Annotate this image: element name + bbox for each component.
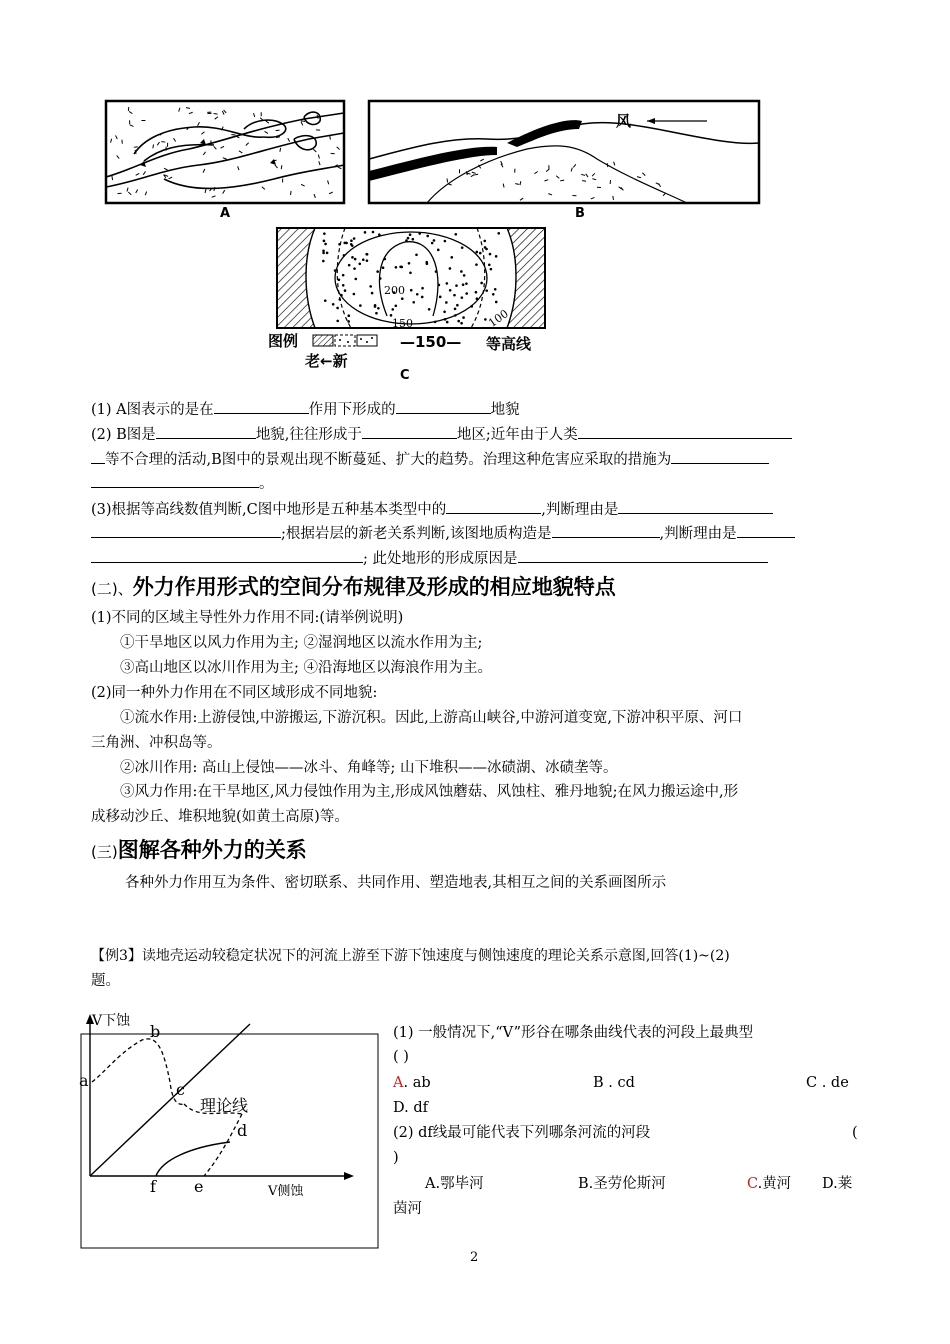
texture-dash	[480, 159, 484, 161]
texture-dash	[607, 163, 608, 167]
texture-dot	[437, 249, 440, 252]
texture-dash	[112, 176, 113, 180]
texture-dot	[338, 279, 341, 282]
texture-dot	[457, 320, 460, 323]
option-1d[interactable]: D. df	[393, 1100, 428, 1116]
texture-dash	[319, 161, 320, 165]
texture-dash	[520, 198, 523, 200]
texture-dot	[475, 263, 478, 266]
texture-dot	[391, 308, 394, 311]
chart-y-label: V下蚀	[92, 1013, 131, 1029]
texture-dot	[494, 288, 497, 291]
texture-dash	[544, 180, 548, 181]
texture-dash	[314, 194, 315, 198]
texture-dash	[548, 194, 552, 195]
texture-dot	[395, 266, 398, 269]
figure-b-dune-profile	[367, 99, 762, 209]
texture-dot	[462, 316, 465, 319]
texture-dot	[371, 292, 374, 295]
answer-blank[interactable]	[671, 449, 769, 464]
option-2c[interactable]: C.黄河	[747, 1176, 792, 1192]
texture-dash	[189, 112, 193, 113]
texture-dot	[454, 308, 457, 311]
texture-dash	[130, 125, 134, 127]
question-1: (1) A图表示的是在 作用下形成的 地貌	[91, 399, 520, 421]
texture-dash	[317, 115, 318, 119]
texture-dash	[560, 180, 564, 181]
texture-dot	[421, 287, 424, 290]
texture-dash	[128, 192, 131, 195]
answer-blank[interactable]	[578, 424, 792, 439]
section-2-p5a: ①流水作用:上游侵蚀,中游搬运,下游沉积。因此,上游高山峡谷,中游河道变宽,下游冲积平原、河口	[120, 710, 743, 726]
texture-dot	[444, 240, 447, 243]
texture-dash	[169, 177, 173, 179]
option-2d-cont: 茵河	[393, 1201, 422, 1217]
texture-dot	[416, 293, 419, 296]
page-number: 2	[470, 1250, 479, 1265]
texture-dot	[372, 231, 375, 234]
texture-dash	[201, 132, 204, 135]
texture-dot	[343, 254, 346, 257]
texture-dot	[342, 274, 345, 277]
texture-dash	[186, 108, 190, 109]
texture-dot	[461, 246, 464, 249]
texture-dot	[350, 243, 353, 246]
texture-dash	[203, 169, 205, 173]
texture-dash	[329, 192, 333, 194]
texture-dash	[134, 147, 138, 148]
texture-dot	[485, 248, 488, 251]
texture-dash	[338, 167, 342, 169]
texture-dot	[323, 232, 326, 235]
texture-dash	[471, 175, 474, 177]
texture-dot	[338, 243, 341, 246]
texture-dash	[136, 190, 138, 193]
texture-dot	[347, 320, 350, 323]
texture-dot	[405, 239, 408, 242]
option-1b[interactable]: B . cd	[593, 1075, 635, 1091]
answer-blank[interactable]	[446, 499, 541, 514]
texture-dot	[480, 282, 483, 285]
texture-dash	[179, 108, 180, 112]
answer-blank[interactable]	[396, 399, 491, 414]
texture-dot	[460, 322, 463, 325]
texture-dash	[222, 111, 224, 115]
section-2-p6: ②冰川作用: 高山上侵蚀——冰斗、角峰等; 山下堆积——冰碛湖、冰碛垄等。	[120, 760, 618, 776]
texture-dash	[328, 180, 329, 184]
texture-dot	[323, 240, 326, 243]
texture-dash	[116, 135, 118, 139]
texture-dot	[488, 264, 491, 267]
texture-dot	[343, 242, 346, 245]
texture-dash	[613, 196, 614, 200]
texture-dot	[407, 237, 410, 240]
texture-dot	[351, 256, 354, 259]
legend-swatch-mid	[334, 334, 356, 347]
texture-dash	[591, 197, 595, 199]
point-e-label: e	[194, 1177, 204, 1196]
texture-dash	[586, 174, 588, 177]
texture-dash	[254, 113, 255, 117]
texture-dot	[438, 284, 441, 287]
texture-dot	[383, 258, 386, 261]
texture-dash	[246, 143, 249, 146]
texture-dash	[592, 179, 596, 180]
answer-blank[interactable]	[737, 523, 795, 538]
point-b-label: b	[150, 1022, 161, 1041]
texture-dot	[476, 297, 479, 300]
texture-dot	[497, 232, 500, 235]
texture-dot	[445, 301, 448, 304]
texture-dash	[221, 146, 224, 148]
texture-dot	[435, 270, 438, 273]
answer-blank[interactable]	[552, 523, 660, 538]
texture-dash	[145, 192, 146, 196]
texture-dash	[503, 184, 504, 188]
example-3-q1: (1) 一般情况下,“V”形谷在哪条曲线代表的河段上最典型	[393, 1025, 754, 1041]
texture-dot	[425, 261, 428, 264]
contour-label-200: 200	[384, 284, 405, 297]
figure-b-caption: B	[575, 206, 585, 221]
texture-dash	[129, 111, 132, 113]
texture-dash	[143, 171, 145, 174]
texture-dash	[265, 131, 268, 133]
texture-dash	[153, 144, 154, 148]
texture-dot	[461, 296, 464, 299]
section-3-p1: 各种外力作用互为条件、密切联系、共同作用、塑造地表,其相互之间的关系画图所示	[125, 875, 667, 891]
texture-dot	[336, 307, 339, 310]
texture-dot	[446, 282, 449, 285]
point-c-label: c	[176, 1080, 185, 1099]
example-3-q2-paren-close: )	[393, 1150, 399, 1166]
texture-dash	[224, 110, 227, 113]
texture-dot	[479, 252, 482, 255]
texture-dash	[111, 139, 112, 143]
option-2b[interactable]: B.圣劳伦斯河	[578, 1176, 666, 1192]
texture-dot	[358, 262, 361, 265]
texture-dot	[415, 254, 418, 257]
texture-dot	[455, 284, 458, 287]
point-f-label: f	[150, 1177, 156, 1196]
point-d-label: d	[237, 1121, 248, 1140]
texture-dot	[412, 238, 415, 241]
texture-dot	[375, 312, 378, 315]
answer-blank[interactable]	[214, 399, 309, 414]
question-3-line3: ; 此处地形的形成原因是	[91, 548, 768, 570]
example-3-q2: (2) df线最可能代表下列哪条河流的河段	[393, 1125, 651, 1141]
texture-dash	[215, 117, 218, 119]
texture-dot	[490, 268, 493, 271]
texture-dot	[421, 296, 424, 299]
texture-dash	[534, 171, 537, 173]
texture-dot	[453, 294, 456, 297]
texture-dash	[157, 142, 159, 145]
texture-dot	[408, 262, 411, 265]
answer-blank[interactable]	[156, 424, 256, 439]
texture-dash	[301, 184, 305, 186]
texture-dot	[324, 243, 327, 246]
texture-dot	[492, 293, 495, 296]
texture-dash	[571, 168, 572, 172]
texture-dot	[418, 232, 421, 235]
answer-blank[interactable]	[91, 548, 363, 563]
example-3-q1-paren: ( )	[393, 1049, 409, 1065]
texture-dot	[463, 274, 466, 277]
x-axis-arrow	[344, 1172, 354, 1180]
texture-dot	[495, 255, 498, 258]
texture-dot	[433, 239, 436, 242]
texture-dot	[338, 298, 341, 301]
texture-dot	[332, 303, 335, 306]
legend-swatch-new	[356, 334, 378, 347]
texture-dash	[581, 174, 585, 175]
texture-dash	[275, 165, 278, 168]
figure-c-caption: C	[400, 368, 410, 383]
texture-dash	[223, 158, 227, 159]
texture-dot	[366, 253, 369, 256]
texture-dash	[239, 151, 242, 153]
texture-dot	[439, 296, 442, 299]
section-2-p3: ③高山地区以冰川作用为主; ④沿海地区以海浪作用为主。	[120, 660, 492, 676]
figure-b-wind-label: 风	[616, 112, 632, 130]
example-3-intro-b: 题。	[91, 973, 120, 989]
texture-dash	[266, 121, 269, 123]
texture-dash	[280, 148, 281, 152]
texture-dash	[556, 176, 559, 179]
texture-dot	[348, 264, 351, 267]
question-3-line1: (3)根据等高线数值判断,C图中地形是五种基本类型中的 ,判断理由是	[91, 499, 773, 521]
texture-dot	[362, 258, 365, 261]
texture-dot	[382, 266, 385, 269]
texture-dot	[410, 289, 413, 292]
section-2-p7a: ③风力作用:在干旱地区,风力侵蚀作用为主,形成风蚀蘑菇、风蚀柱、雅丹地貌;在风力搬运途中,形	[120, 784, 739, 800]
contour-label-150: 150	[392, 317, 413, 330]
figure-a-river-map	[104, 99, 348, 209]
texture-dash	[203, 152, 205, 155]
texture-dot	[426, 235, 429, 238]
texture-dash	[515, 184, 519, 185]
point-a-label: a	[79, 1071, 89, 1090]
curve-d-f	[156, 1142, 230, 1176]
texture-dot	[353, 267, 356, 270]
answer-blank[interactable]	[518, 548, 768, 563]
texture-dash	[205, 189, 206, 193]
texture-dot	[399, 265, 402, 268]
option-2d[interactable]: D.莱	[822, 1176, 853, 1192]
texture-dash	[174, 138, 176, 141]
texture-dash	[291, 191, 292, 195]
texture-dot	[366, 259, 369, 262]
texture-dot	[485, 289, 488, 292]
texture-dash	[127, 188, 128, 192]
texture-dot	[449, 289, 452, 292]
section-2-p5b: 三角洲、冲积岛等。	[91, 735, 222, 751]
texture-dash	[117, 155, 120, 158]
example-3-intro-a: 【例3】读地壳运动较稳定状况下的河流上游至下游下蚀速度与侧蚀速度的理论关系示意图,回答(1)~(2)	[91, 948, 730, 964]
texture-dot	[374, 305, 377, 308]
texture-dash	[447, 178, 448, 182]
texture-dot	[347, 314, 350, 317]
legend-label: 图例	[268, 332, 299, 350]
legend-contour-sample: —150—	[400, 333, 462, 351]
texture-dash	[448, 184, 452, 185]
texture-dot	[369, 285, 372, 288]
texture-dash	[238, 166, 239, 170]
curve-a-b-c	[92, 1039, 184, 1104]
texture-dash	[313, 149, 316, 152]
legend-order: 老←新	[305, 352, 348, 370]
texture-dash	[337, 147, 340, 150]
section-2-p1: (1)不同的区域主导性外力作用不同:(请举例说明)	[91, 610, 404, 626]
texture-dash	[614, 162, 615, 166]
texture-dot	[483, 240, 486, 243]
texture-dot	[443, 311, 446, 314]
option-2a[interactable]: A.鄂毕河	[425, 1176, 484, 1192]
texture-dash	[474, 174, 478, 175]
texture-dot	[364, 231, 367, 234]
answer-blank[interactable]	[91, 473, 259, 488]
texture-dot	[446, 321, 449, 324]
texture-dot	[354, 258, 357, 261]
texture-dot	[350, 239, 353, 242]
texture-dash	[276, 130, 280, 131]
texture-dash	[198, 122, 200, 126]
texture-dash	[301, 122, 303, 126]
texture-dot	[428, 308, 431, 311]
example-3-q2-paren-open: (	[852, 1125, 858, 1141]
texture-dash	[281, 165, 282, 169]
texture-dot	[476, 251, 479, 254]
texture-dot	[431, 242, 434, 245]
texture-dash	[318, 155, 319, 159]
texture-dash	[472, 172, 476, 173]
texture-dot	[475, 291, 478, 294]
section-3-heading: (三)图解各种外力的关系	[91, 838, 307, 862]
texture-dot	[462, 283, 465, 286]
texture-dash	[214, 113, 218, 114]
texture-dot	[334, 269, 337, 272]
texture-dot	[470, 305, 473, 308]
texture-dot	[444, 318, 447, 321]
erosion-chart	[80, 1012, 380, 1250]
texture-dash	[262, 187, 265, 190]
texture-dot	[353, 293, 356, 296]
texture-dot	[454, 314, 457, 317]
texture-dot	[359, 304, 362, 307]
legend-swatch-old	[312, 334, 334, 347]
texture-dot	[354, 278, 357, 281]
answer-blank[interactable]	[91, 449, 105, 464]
chart-x-label: V侧蚀	[268, 1184, 304, 1199]
texture-dash	[592, 173, 595, 176]
texture-dash	[212, 196, 216, 197]
answer-blank[interactable]	[91, 523, 281, 538]
texture-dot	[434, 321, 437, 324]
option-1a[interactable]: A. ab	[393, 1075, 431, 1091]
figure-a-caption: A	[220, 206, 231, 221]
texture-dash	[573, 164, 575, 167]
texture-dot	[379, 277, 382, 280]
texture-dot	[340, 294, 343, 297]
texture-dot	[456, 304, 459, 307]
texture-dot	[377, 307, 380, 310]
texture-dash	[211, 140, 212, 144]
texture-dot	[378, 233, 381, 236]
option-1c[interactable]: C . de	[806, 1075, 849, 1091]
texture-dot	[344, 289, 347, 292]
texture-dot	[412, 301, 415, 304]
texture-dot	[353, 237, 356, 240]
texture-dot	[465, 292, 468, 295]
texture-dot	[495, 301, 498, 304]
question-2-line1: (2) B图是 地貌,往往形成于 地区;近年由于人类	[91, 424, 792, 446]
texture-dash	[214, 146, 217, 149]
texture-dash	[223, 190, 225, 193]
texture-dash	[520, 181, 521, 185]
question-3-line2: ;根据岩层的新老关系判断,该图地质构造是 ,判断理由是	[91, 523, 795, 545]
texture-dash	[214, 187, 215, 191]
texture-dot	[489, 253, 492, 256]
texture-dash	[546, 169, 549, 172]
section-2-p4: (2)同一种外力作用在不同区域形成不同地貌:	[91, 685, 378, 701]
texture-dot	[460, 270, 463, 273]
texture-dot	[376, 270, 379, 273]
texture-dot	[326, 252, 329, 255]
texture-dot	[342, 284, 345, 287]
texture-dot	[324, 299, 327, 302]
texture-dot	[401, 297, 404, 300]
texture-dot	[409, 233, 412, 236]
texture-dot	[449, 267, 452, 270]
section-2-heading: (二)、外力作用形式的空间分布规律及形成的相应地貌特点	[91, 575, 616, 599]
texture-dash	[582, 181, 586, 182]
texture-dot	[465, 282, 468, 285]
texture-dot	[454, 233, 457, 236]
texture-dot	[450, 256, 453, 259]
contour-label-100: 100	[486, 307, 511, 330]
texture-dot	[336, 320, 339, 323]
chart-theory-label: 理论线	[200, 1096, 249, 1115]
texture-dash	[288, 138, 290, 142]
question-2-line2: 等不合理的活动,B图中的景观出现不断蔓延、扩大的趋势。治理这种危害应采取的措施为	[91, 449, 769, 471]
texture-dash	[642, 173, 645, 176]
answer-blank[interactable]	[618, 499, 773, 514]
answer-blank[interactable]	[362, 424, 457, 439]
texture-dash	[164, 168, 168, 170]
texture-dot	[409, 271, 412, 274]
legend-contour-text: 等高线	[486, 335, 532, 353]
texture-dot	[394, 304, 397, 307]
question-2-line3: 。	[91, 473, 274, 495]
section-2-p2: ①干旱地区以风力作用为主; ②湿润地区以流水作用为主;	[120, 635, 483, 651]
texture-dot	[322, 260, 325, 263]
texture-dash	[136, 173, 140, 175]
texture-dash	[637, 177, 641, 178]
section-2-p7b: 成移动沙丘、堆积地貌(如黄土高原)等。	[91, 809, 349, 825]
texture-dot	[322, 252, 325, 255]
